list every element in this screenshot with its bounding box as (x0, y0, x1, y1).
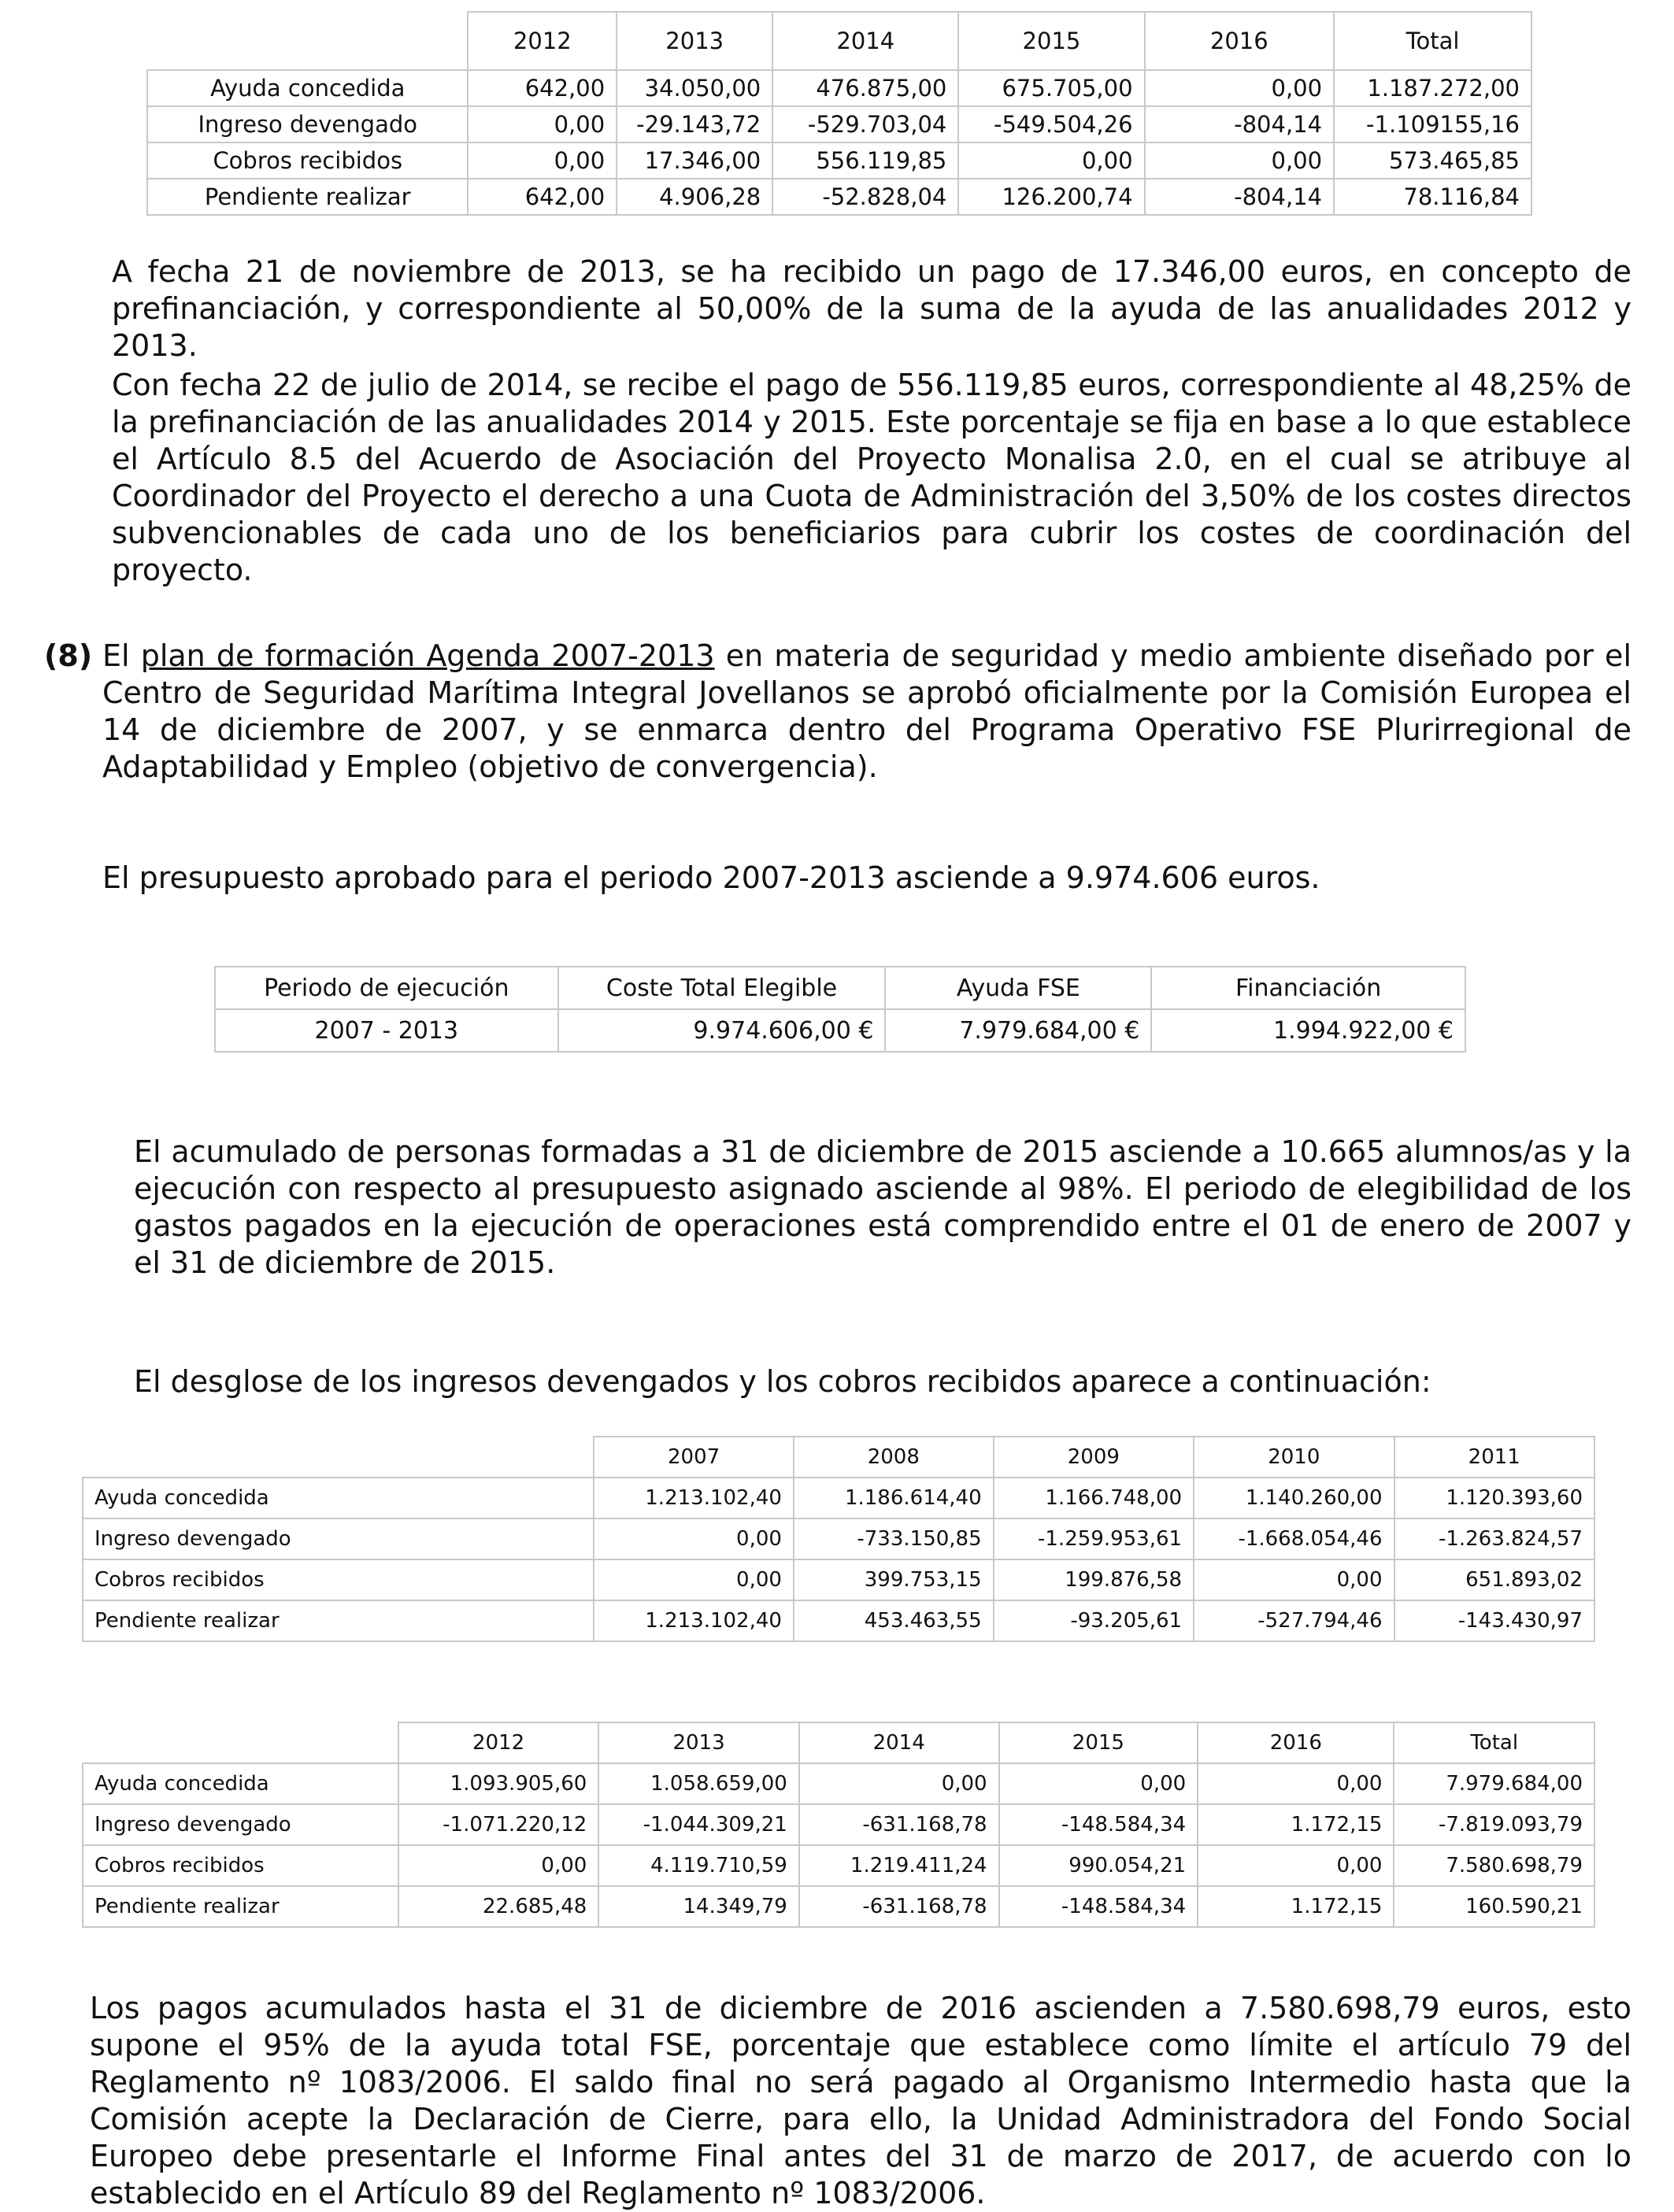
table-2012-2016-monalisa (146, 11, 1532, 216)
cell: 0,00 (799, 1763, 999, 1804)
table-corner (147, 12, 468, 70)
table-budget-summary (214, 966, 1466, 1052)
table-header-row (215, 967, 1465, 1009)
cell: 0,00 (468, 142, 617, 179)
cell: 78.116,84 (1334, 179, 1531, 215)
cell: -1.668.054,46 (1194, 1518, 1394, 1559)
cell: 0,00 (1145, 70, 1335, 106)
col-header: Periodo de ejecución (215, 967, 558, 1009)
table-row (83, 1886, 1594, 1927)
cell: 4.119.710,59 (598, 1845, 799, 1886)
cell: -631.168,78 (799, 1886, 999, 1927)
cell: 126.200,74 (958, 179, 1144, 215)
col-header: 2014 (772, 12, 958, 70)
cell: 22.685,48 (398, 1886, 599, 1927)
cell: -148.584,34 (999, 1804, 1198, 1845)
cell: 34.050,00 (617, 70, 772, 106)
col-header: 2016 (1198, 1722, 1394, 1763)
table-row (147, 106, 1531, 142)
cell: -143.430,97 (1394, 1600, 1595, 1641)
paragraph-budget: El presupuesto aprobado para el periodo 2007-2013 asciende a 9.974.606 euros. (102, 860, 1320, 895)
col-header: 2008 (794, 1437, 994, 1478)
cell: 7.979.684,00 € (885, 1009, 1151, 1052)
section-8-el: El (102, 638, 130, 673)
col-header: Ayuda FSE (885, 967, 1151, 1009)
cell: -1.071.220,12 (398, 1804, 599, 1845)
row-label: Pendiente realizar (83, 1600, 594, 1641)
cell: 199.876,58 (994, 1559, 1194, 1600)
table-row (83, 1804, 1594, 1845)
col-header: 2012 (398, 1722, 599, 1763)
table-row (215, 1009, 1465, 1052)
col-header: 2010 (1194, 1437, 1394, 1478)
cell: 0,00 (1194, 1559, 1394, 1600)
col-header: 2013 (598, 1722, 799, 1763)
row-label: Cobros recibidos (83, 1559, 594, 1600)
cell: 573.465,85 (1334, 142, 1531, 179)
cell: 0,00 (999, 1763, 1198, 1804)
cell: 14.349,79 (598, 1886, 799, 1927)
cell: -549.504,26 (958, 106, 1144, 142)
cell: 1.994.922,00 € (1151, 1009, 1465, 1052)
col-header: 2014 (799, 1722, 999, 1763)
cell: 476.875,00 (772, 70, 958, 106)
cell: -733.150,85 (794, 1518, 994, 1559)
cell: -1.263.824,57 (1394, 1518, 1595, 1559)
col-header: Total (1334, 12, 1531, 70)
cell: -631.168,78 (799, 1804, 999, 1845)
cell: 7.979.684,00 (1394, 1763, 1594, 1804)
col-header: Coste Total Elegible (558, 967, 886, 1009)
col-header: 2009 (994, 1437, 1194, 1478)
cell: -804,14 (1145, 106, 1335, 142)
cell: 1.213.102,40 (594, 1478, 794, 1518)
cell: 1.166.748,00 (994, 1478, 1194, 1518)
col-header: 2013 (617, 12, 772, 70)
cell: 642,00 (468, 179, 617, 215)
table-2007-2011 (82, 1436, 1595, 1642)
table-row (83, 1763, 1594, 1804)
cell: 1.213.102,40 (594, 1600, 794, 1641)
cell: -93.205,61 (994, 1600, 1194, 1641)
paragraph-accumulated-payments: Los pagos acumulados hasta el 31 de diciembre de 2016 ascienden a 7.580.698,79 euros, esto supone el 95% de la ayuda total FSE, porcentaje que establece como límite el artículo 79 del Reglamento nº 1083/2006. El saldo final no será pagado al Organismo Intermedio hasta que la Comisión acepte la Declaración de Cierre, para ello, la Unidad Administradora del Fondo Social Europeo debe presentarle el Informe Final antes del 31 de marzo de 2017, de acuerdo con lo establecido en el Artículo 89 del Reglamento nº 1083/2006. (90, 1991, 1631, 2210)
table-2012-2016-fse (82, 1722, 1595, 1928)
row-label: Pendiente realizar (147, 179, 468, 215)
cell: 1.140.260,00 (1194, 1478, 1394, 1518)
table-row (83, 1518, 1594, 1559)
table-row (83, 1559, 1594, 1600)
plan-formacion-link[interactable]: plan de formación Agenda 2007-2013 (140, 638, 715, 673)
row-label: Cobros recibidos (147, 142, 468, 179)
cell: 399.753,15 (794, 1559, 994, 1600)
row-label: Ingreso devengado (83, 1518, 594, 1559)
table-corner (83, 1722, 398, 1763)
cell: 0,00 (1198, 1763, 1394, 1804)
cell: -52.828,04 (772, 179, 958, 215)
cell: 0,00 (958, 142, 1144, 179)
cell: 1.186.614,40 (794, 1478, 994, 1518)
row-label: Ayuda concedida (147, 70, 468, 106)
row-label: Cobros recibidos (83, 1845, 398, 1886)
section-8-paragraph (102, 638, 1631, 786)
cell: 0,00 (1145, 142, 1335, 179)
cell: 1.187.272,00 (1334, 70, 1531, 106)
row-label: Pendiente realizar (83, 1886, 398, 1927)
table-row (83, 1478, 1594, 1518)
section-8-text: en materia de seguridad y medio ambiente diseñado por el Centro de Seguridad Marítima Integral Jovellanos se aprobó oficialmente por la Comisión Europea el 14 de diciembre de 2007, y se enmarca dentro del Programa Operativo FSE Plurirregional de Adaptabilidad y Empleo (objetivo de convergencia). (102, 638, 1631, 784)
row-label: Ayuda concedida (83, 1763, 398, 1804)
table-header-row (83, 1437, 1594, 1478)
col-header: 2011 (1394, 1437, 1595, 1478)
cell: 0,00 (1198, 1845, 1394, 1886)
cell: -527.794,46 (1194, 1600, 1394, 1641)
cell: 1.172,15 (1198, 1804, 1394, 1845)
cell: 675.705,00 (958, 70, 1144, 106)
cell: 1.219.411,24 (799, 1845, 999, 1886)
table-header-row (147, 12, 1531, 70)
cell: 453.463,55 (794, 1600, 994, 1641)
row-label: Ingreso devengado (83, 1804, 398, 1845)
table-row (83, 1600, 1594, 1641)
cell: 0,00 (468, 106, 617, 142)
cell: 160.590,21 (1394, 1886, 1594, 1927)
row-label: Ayuda concedida (83, 1478, 594, 1518)
cell: 17.346,00 (617, 142, 772, 179)
cell: 651.893,02 (1394, 1559, 1595, 1600)
cell: 556.119,85 (772, 142, 958, 179)
cell: -29.143,72 (617, 106, 772, 142)
col-header: 2007 (594, 1437, 794, 1478)
paragraph-payment-2014: Con fecha 22 de julio de 2014, se recibe el pago de 556.119,85 euros, correspondiente al 48,25% de la prefinanciación de las anualidades 2014 y 2015. Este porcentaje se fija en base a lo que establece el Artículo 8.5 del Acuerdo de Asociación del Proyecto Monalisa 2.0, en el cual se atribuye al Coordinador del Proyecto el derecho a una Cuota de Administración del 3,50% de los costes directos subvencionables de cada uno de los beneficiarios para cubrir los costes de coordinación del proyecto. (112, 368, 1631, 587)
col-header: 2015 (999, 1722, 1198, 1763)
col-header: Financiación (1151, 967, 1465, 1009)
section-number: (8) (44, 638, 93, 673)
cell: -1.044.309,21 (598, 1804, 799, 1845)
col-header: 2012 (468, 12, 617, 70)
cell: 1.172,15 (1198, 1886, 1394, 1927)
cell: 1.093.905,60 (398, 1763, 599, 1804)
table-row (147, 70, 1531, 106)
cell: 1.058.659,00 (598, 1763, 799, 1804)
cell: 990.054,21 (999, 1845, 1198, 1886)
paragraph-breakdown-intro: El desglose de los ingresos devengados y los cobros recibidos aparece a continuación: (134, 1364, 1431, 1399)
cell: -804,14 (1145, 179, 1335, 215)
cell: -148.584,34 (999, 1886, 1198, 1927)
table-header-row (83, 1722, 1594, 1763)
col-header: Total (1394, 1722, 1594, 1763)
cell: 7.580.698,79 (1394, 1845, 1594, 1886)
cell: 0,00 (594, 1518, 794, 1559)
cell: 1.120.393,60 (1394, 1478, 1595, 1518)
cell: 9.974.606,00 € (558, 1009, 886, 1052)
row-label: Ingreso devengado (147, 106, 468, 142)
cell: -7.819.093,79 (1394, 1804, 1594, 1845)
table-corner (83, 1437, 594, 1478)
cell: 2007 - 2013 (215, 1009, 558, 1052)
cell: 4.906,28 (617, 179, 772, 215)
cell: 0,00 (398, 1845, 599, 1886)
cell: 642,00 (468, 70, 617, 106)
paragraph-training-results: El acumulado de personas formadas a 31 de diciembre de 2015 asciende a 10.665 alumnos/as y la ejecución con respecto al presupuesto asignado asciende al 98%. El periodo de elegibilidad de los gastos pagados en la ejecución de operaciones está comprendido entre el 01 de enero de 2007 y el 31 de diciembre de 2015. (134, 1134, 1631, 1280)
col-header: 2015 (958, 12, 1144, 70)
cell: -1.259.953,61 (994, 1518, 1194, 1559)
table-row (147, 179, 1531, 215)
table-row (83, 1845, 1594, 1886)
cell: 0,00 (594, 1559, 794, 1600)
cell: -1.109155,16 (1334, 106, 1531, 142)
table-row (147, 142, 1531, 179)
cell: -529.703,04 (772, 106, 958, 142)
paragraph-prefinancing-2013: A fecha 21 de noviembre de 2013, se ha recibido un pago de 17.346,00 euros, en concepto de prefinanciación, y correspondiente al 50,00% de la suma de la ayuda de las anualidades 2012 y 2013. (112, 254, 1631, 363)
col-header: 2016 (1145, 12, 1335, 70)
